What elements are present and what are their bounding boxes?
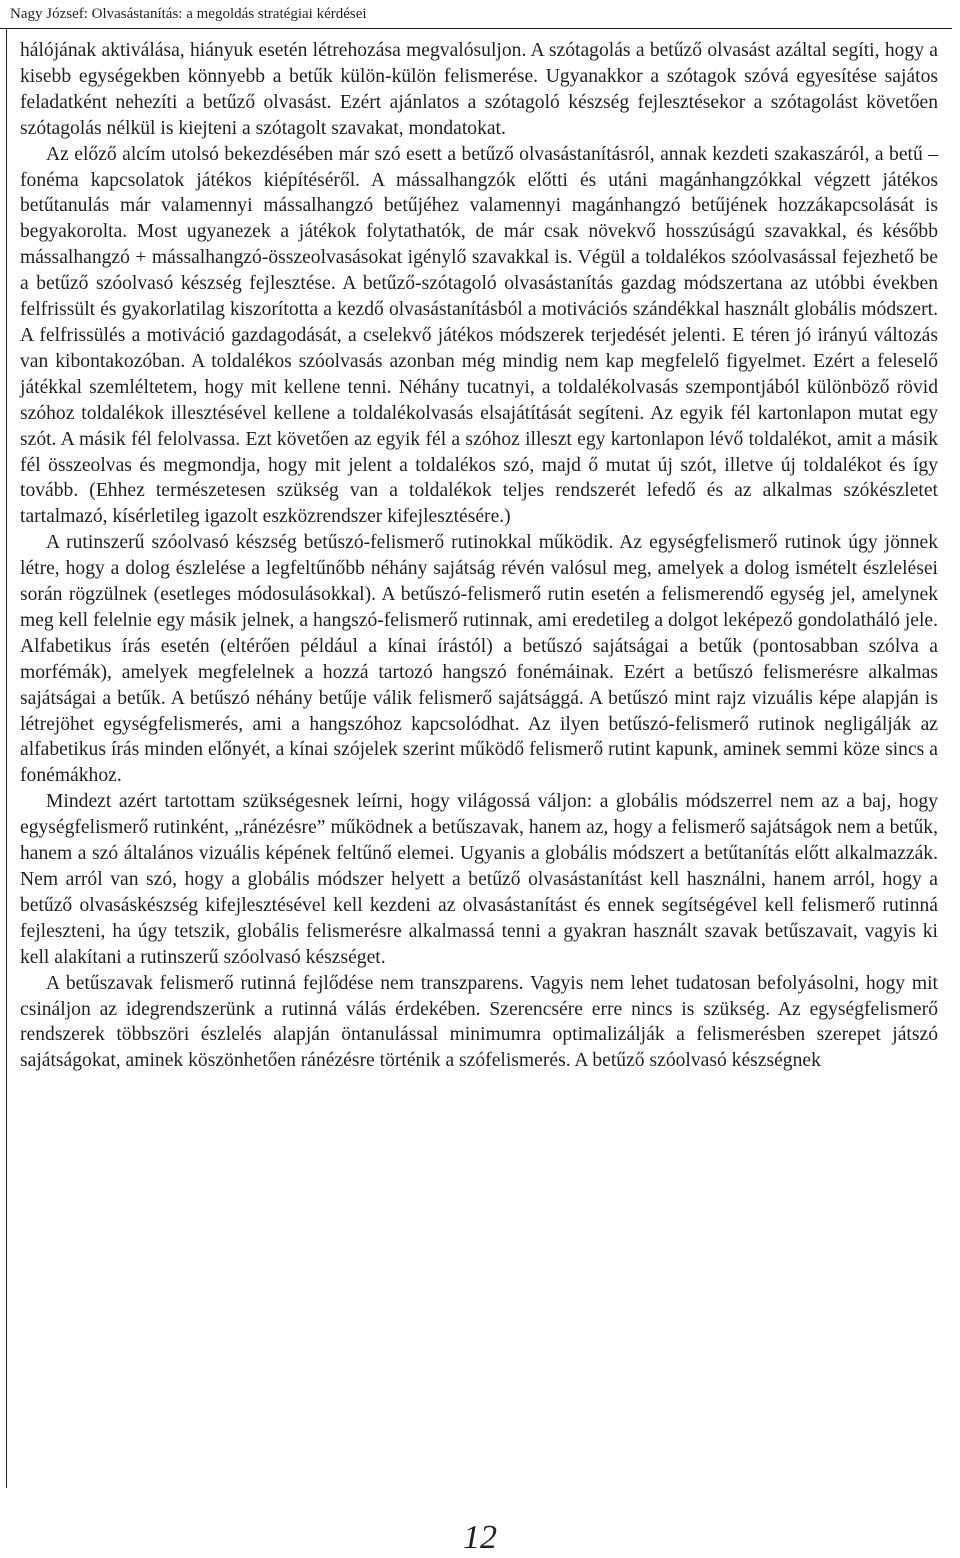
paragraph: A betűszavak felismerő rutinná fejlődése nem transzparens. Vagyis nem lehet tudatosan befolyásolni, hogy mit csináljon az idegrendszerünk a rutinná válás érdekében. Szerencsére erre nincs is szükség. Az egységfelismerő rendszerek többszöri észlelés alapján öntanulással minimumra optimalizálják a felismerésben szerepet játszó sajátságokat, aminek köszönhetően ránézésre történik a szófelismerés. A betűző szóolvasó készségnek [20, 972, 938, 1072]
margin-rule [6, 28, 7, 1488]
paragraph: Az előző alcím utolsó bekezdésében már szó esett a betűző olvasástanításról, annak kezdeti szakaszáról, a betű – fonéma kapcsolatok játékos kiépítéséről. A mássalhangzók előtti és utáni magánhangzókkal végzett játékos betűtanulás már valamennyi mássalhangzó betűjéhez valamennyi magánhangzó betűjének hozzákapcsolását is begyakorolta. Most ugyanezek a játékok folytathatók, de már csak növekvő hosszúságú szavakkal, és később mássalhangzó + mássalhangzó-összeolvasásokat igénylő szavakkal is. Végül a toldalékos szóolvasással fejezhető be a betűző szóolvasó készség fejlesztése. A betűző-szótagoló olvasástanítás gazdag módszertana az utóbbi években felfrissült és gyakorlatilag kiszorította a kezdő olvasástanításból a motivációs szándékkal használt globális módszert. A felfrissülés a motiváció gazdagodását, a cselekvő játékos módszerek terjedését jelenti. E téren jó irányú változás van kibontakozóban. A toldalékos szóolvasás azonban még mindig nem kap megfelelő figyelmet. Ezért a feleselő játékkal szemléltetem, hogy mit kellene tenni. Néhány tucatnyi, a toldalékolvasás szempontjából különböző rövid szóhoz toldalékok illesztésével kellene a toldalékolvasás elsajátítását segíteni. Az egyik fél kartonlapon mutat egy szót. A másik fél felolvassa. Ezt követően az egyik fél a szóhoz illeszt egy kartonlapon lévő toldalékot, amit a másik fél összeolvas és megmondja, hogy mit jelent a toldalékos szó, majd ő mutat új szót, illetve új toldalékot és így tovább. (Ehhez természetesen szükség van a toldalékok teljes rendszerét lefedő és az alkalmas szókészletet tartalmazó, kísérletileg igazolt eszközrendszer kifejlesztésére.) [20, 143, 938, 528]
running-head: Nagy József: Olvasástanítás: a megoldás stratégiai kérdései [10, 6, 367, 22]
page-number: 12 [463, 1519, 497, 1556]
paragraph: Mindezt azért tartottam szükségesnek leírni, hogy világossá váljon: a globális módszerrel nem az a baj, hogy egységfelismerő rutinként, „ránézésre” működnek a betűszavak, hanem az, hogy a felismerő sajátságok nem a betűk, hanem a szó általános vizuális képének feltűnő elemei. Ugyanis a globális módszert a betűtanítás előtt alkalmazzák. Nem arról van szó, hogy a globális módszer helyett a betűző olvasástanítást kell használni, hanem arról, hogy a betűző olvasáskészség kifejlesztésével kell kezdeni az olvasástanítást és ennek segítségével kell felismerő rutinná fejleszteni, ha úgy tetszik, globális felismerésre alkalmassá tenni a gyakran használt szavak betűszavait, vagyis ki kell alakítani a rutinszerű szóolvasó készséget. [20, 791, 938, 968]
paragraph-continuation: hálójának aktiválása, hiányuk esetén létrehozása megvalósuljon. A szótagolás a betűző olvasást azáltal segíti, hogy a kisebb egységekben könnyebb a betűk külön-külön felismerése. Ugyanakkor a szótagok szóvá egyesítése sajátos feladatként nehezíti a betűző olvasást. Ezért ajánlatos a szótagoló készség fejlesztésekor a szótagolást követően szótagolás nélkül is kiejteni a szótagolt szavakat, mondatokat. [20, 40, 938, 139]
paragraph: A rutinszerű szóolvasó készség betűszó-felismerő rutinokkal működik. Az egységfelismerő rutinok úgy jönnek létre, hogy a dolog észlelése a legfeltűnőbb néhány sajátság révén valósul meg, amelyek a dolog ismételt észlelései során rögzülnek (esetleges módosulásokkal). A betűszó-felismerő rutin esetén a felismerendő egység jel, amelynek meg kell felelnie egy másik jelnek, a hangszó-felismerő rutinnak, ami eredetileg a dolgot leképező gondolatháló jele. Alfabetikus írás esetén (eltérően például a kínai írástól) a betűszó sajátságai a betűk (pontosabban szólva a morfémák), amelyek megfelelnek a hozzá tartozó hangszó fonémáinak. Ezért a betűszó felismerésre alkalmas sajátságai a betűk. A betűszó néhány betűje válik felismerő sajátsággá. A betűszó mint rajz vizuális képe alapján is létrejöhet egységfelismerés, ami a hangszóhoz kapcsolódhat. Az ilyen betűszó-felismerő rutinok negligálják az alfabetikus írás minden előnyét, a kínai szójelek szerint működő felismerő rutint kapunk, aminek semmi köze sincs a fonémákhoz. [20, 532, 938, 787]
body-text [20, 38, 938, 1074]
header-rule [0, 28, 952, 29]
